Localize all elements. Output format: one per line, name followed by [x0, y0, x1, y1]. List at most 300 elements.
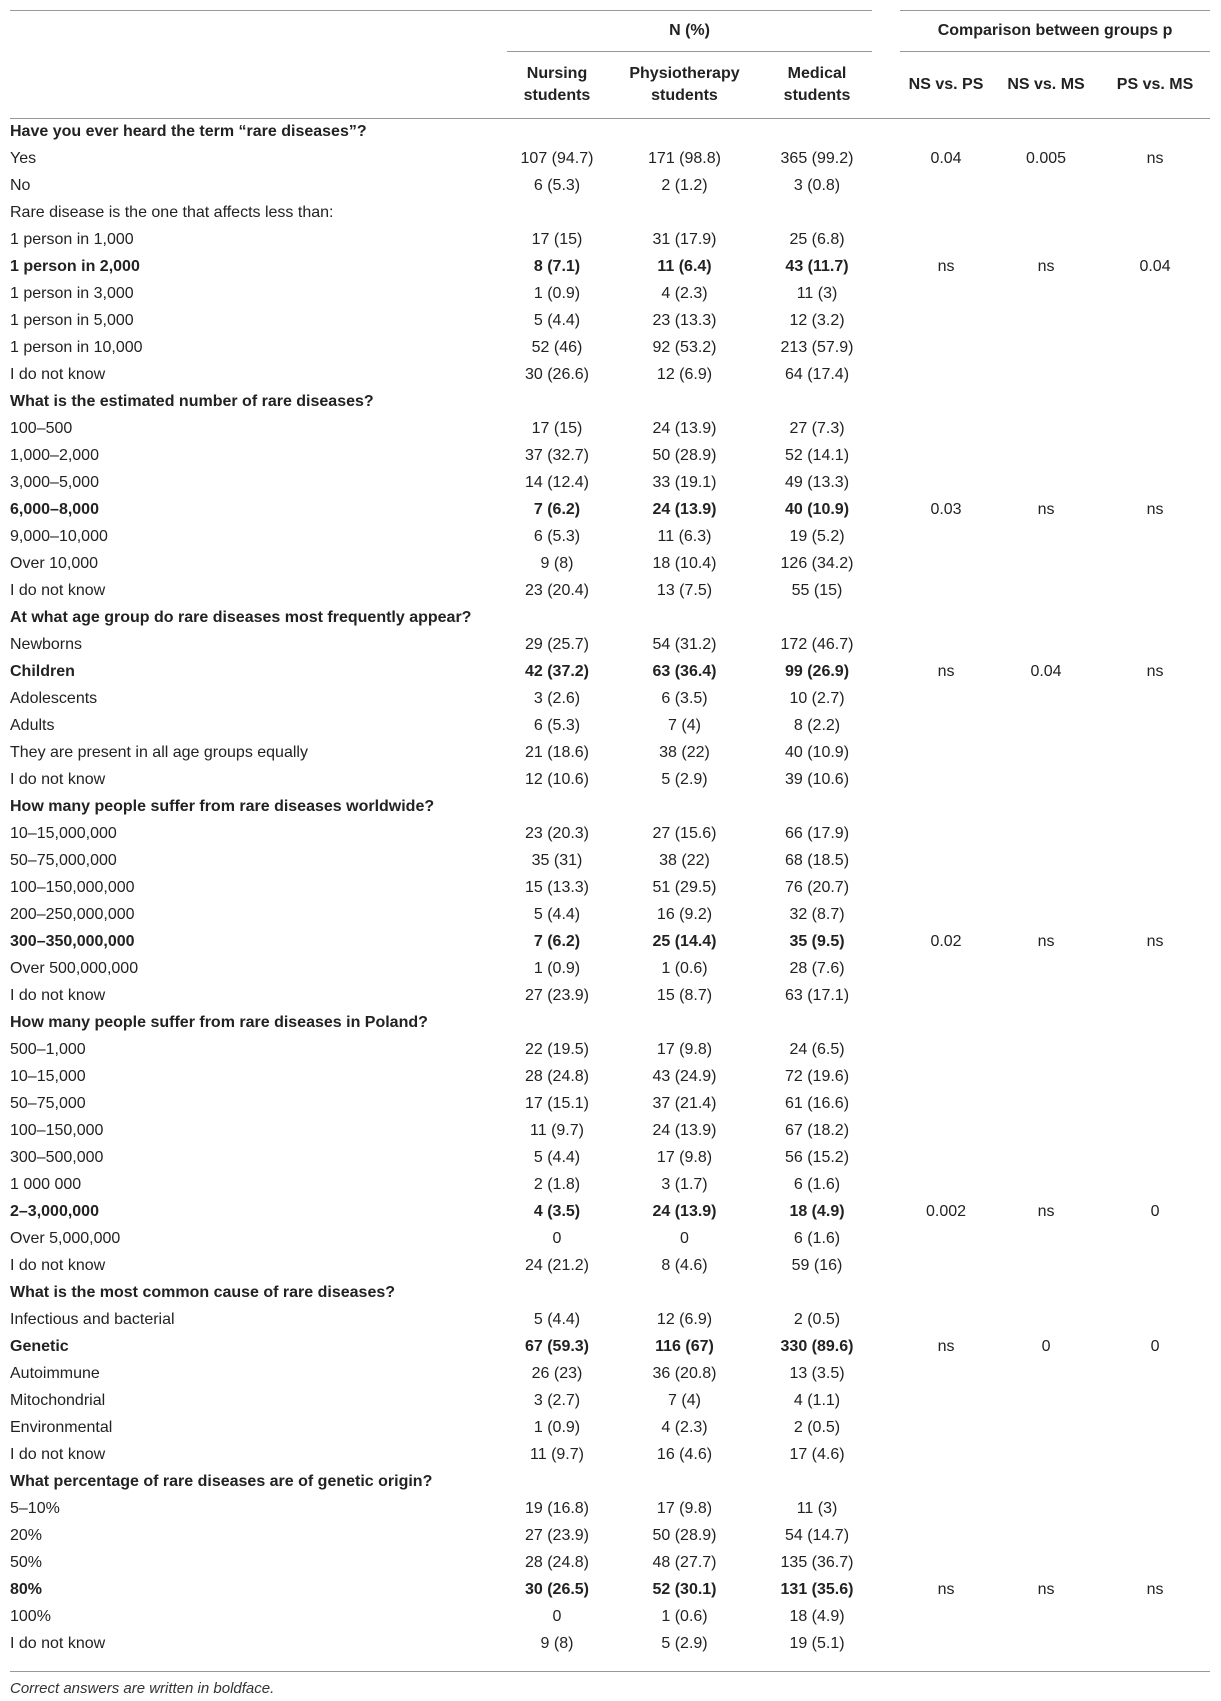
- ns-vs-ps-p: [900, 524, 992, 551]
- ns-vs-ps-p: [900, 848, 992, 875]
- question-label: What is the estimated number of rare diseases?: [10, 393, 374, 410]
- answer-label: 3,000–5,000: [10, 474, 99, 491]
- medical-value: 67 (18.2): [784, 1122, 850, 1139]
- medical-value: 61 (16.6): [784, 1095, 850, 1112]
- question-row: [10, 1010, 1210, 1037]
- physiotherapy-value: [607, 1010, 762, 1037]
- medical-value: 59 (16): [791, 1257, 843, 1274]
- nursing-value: 3 (2.7): [533, 1392, 581, 1409]
- ns-vs-ps-p: [900, 1064, 992, 1091]
- gap-cell: [872, 1550, 900, 1577]
- physiotherapy-value: 24 (13.9): [652, 501, 717, 518]
- question-row: [10, 389, 1210, 416]
- answer-label: Over 10,000: [10, 555, 99, 572]
- answer-label: Rare disease is the one that affects less than:: [10, 204, 334, 221]
- nursing-value: [507, 200, 607, 227]
- header-row-groups: [10, 11, 1210, 52]
- table-row: [10, 1361, 1210, 1388]
- column-header-nursing: Nursing students: [507, 52, 607, 119]
- question-row: [10, 119, 1210, 146]
- ps-vs-ms-p: [1100, 713, 1210, 740]
- ns-vs-ms-p: [992, 443, 1100, 470]
- ns-vs-ms-p: [992, 794, 1100, 821]
- physiotherapy-value: 5 (2.9): [661, 771, 708, 788]
- physiotherapy-value: [607, 1469, 762, 1496]
- gap-cell: [872, 227, 900, 254]
- ns-vs-ps-p: ns: [937, 1581, 955, 1598]
- ns-vs-ps-p: [900, 200, 992, 227]
- table-row: [10, 281, 1210, 308]
- medical-value: 72 (19.6): [784, 1068, 850, 1085]
- table-row: [10, 227, 1210, 254]
- gap-cell: [872, 1631, 900, 1658]
- ns-vs-ps-p: ns: [937, 258, 955, 275]
- answer-label: Yes: [10, 150, 37, 167]
- ps-vs-ms-p: [1100, 470, 1210, 497]
- ns-vs-ms-p: [992, 1091, 1100, 1118]
- gap-cell: [872, 1334, 900, 1361]
- physiotherapy-value: 33 (19.1): [652, 474, 717, 491]
- medical-value: 11 (3): [796, 1500, 838, 1517]
- medical-value: 56 (15.2): [784, 1149, 850, 1166]
- physiotherapy-value: 37 (21.4): [652, 1095, 717, 1112]
- nursing-value: [507, 1010, 607, 1037]
- gap-cell: [872, 470, 900, 497]
- ps-vs-ms-p: [1100, 1172, 1210, 1199]
- gap-cell: [872, 1037, 900, 1064]
- ns-vs-ps-p: [900, 632, 992, 659]
- ns-vs-ps-p: 0.002: [925, 1203, 967, 1220]
- ns-vs-ms-p: [992, 1388, 1100, 1415]
- gap-cell: [872, 686, 900, 713]
- ns-vs-ms-p: [992, 470, 1100, 497]
- ns-vs-ps-p: [900, 362, 992, 389]
- table-row: [10, 1172, 1210, 1199]
- ps-vs-ms-p: [1100, 1037, 1210, 1064]
- ps-vs-ms-p: [1100, 1145, 1210, 1172]
- nursing-value: [507, 389, 607, 416]
- ns-vs-ms-p: 0.04: [1030, 663, 1062, 680]
- table-row: [10, 146, 1210, 173]
- medical-value: 66 (17.9): [784, 825, 850, 842]
- answer-label: 10–15,000,000: [10, 825, 117, 842]
- ns-vs-ps-p: [900, 1442, 992, 1469]
- physiotherapy-value: 48 (27.7): [652, 1554, 717, 1571]
- table-row: [10, 497, 1210, 524]
- ns-vs-ps-p: [900, 1253, 992, 1280]
- ns-vs-ms-p: 0.005: [1025, 150, 1067, 167]
- ps-vs-ms-p: [1100, 443, 1210, 470]
- nursing-value: 21 (18.6): [524, 744, 590, 761]
- nursing-value: 42 (37.2): [524, 663, 590, 680]
- physiotherapy-value: 38 (22): [659, 744, 710, 761]
- ps-vs-ms-p: [1100, 173, 1210, 200]
- answer-label: 100–150,000: [10, 1122, 104, 1139]
- gap-cell: [872, 929, 900, 956]
- ns-vs-ps-p: [900, 281, 992, 308]
- ns-vs-ms-p: [992, 686, 1100, 713]
- header-row-columns: [10, 52, 1210, 119]
- answer-label: I do not know: [10, 1635, 106, 1652]
- physiotherapy-value: 1 (0.6): [661, 1608, 708, 1625]
- gap-cell: [872, 497, 900, 524]
- answer-label: 1 000 000: [10, 1176, 82, 1193]
- ns-vs-ps-p: [900, 470, 992, 497]
- medical-value: 76 (20.7): [784, 879, 850, 896]
- ns-vs-ps-p: [900, 956, 992, 983]
- physiotherapy-value: 15 (8.7): [656, 987, 713, 1004]
- medical-value: 64 (17.4): [784, 366, 850, 383]
- gap-cell: [872, 1118, 900, 1145]
- ns-vs-ps-p: [900, 1091, 992, 1118]
- nursing-value: 9 (8): [540, 555, 574, 572]
- ns-vs-ms-p: [992, 1415, 1100, 1442]
- medical-value: 131 (35.6): [780, 1581, 854, 1598]
- ps-vs-ms-p: 0: [1150, 1338, 1160, 1355]
- ns-vs-ms-p: [992, 1442, 1100, 1469]
- gap-cell: [872, 335, 900, 362]
- physiotherapy-value: [607, 200, 762, 227]
- gap-cell: [872, 1442, 900, 1469]
- ns-vs-ps-p: [900, 1037, 992, 1064]
- medical-value: 13 (3.5): [789, 1365, 845, 1382]
- physiotherapy-value: 1 (0.6): [661, 960, 708, 977]
- physiotherapy-value: 51 (29.5): [652, 879, 717, 896]
- ns-vs-ms-p: [992, 1469, 1100, 1496]
- ps-vs-ms-p: [1100, 1091, 1210, 1118]
- physiotherapy-value: 6 (3.5): [661, 690, 708, 707]
- nursing-value: 30 (26.5): [524, 1581, 590, 1598]
- physiotherapy-value: 18 (10.4): [652, 555, 717, 572]
- physiotherapy-value: 2 (1.2): [661, 177, 708, 194]
- ns-vs-ms-p: [992, 1118, 1100, 1145]
- ps-vs-ms-p: [1100, 794, 1210, 821]
- ns-vs-ms-p: [992, 848, 1100, 875]
- gap-cell: [872, 1280, 900, 1307]
- ps-vs-ms-p: [1100, 1604, 1210, 1631]
- medical-value: 49 (13.3): [784, 474, 850, 491]
- medical-value: [762, 794, 872, 821]
- nursing-value: 17 (15.1): [524, 1095, 590, 1112]
- answer-label: 1 person in 1,000: [10, 231, 134, 248]
- ns-vs-ps-p: [900, 1469, 992, 1496]
- physiotherapy-value: 13 (7.5): [656, 582, 713, 599]
- table-row: [10, 1334, 1210, 1361]
- gap-cell: [872, 254, 900, 281]
- answer-label: I do not know: [10, 1257, 106, 1274]
- answer-label: Infectious and bacterial: [10, 1311, 175, 1328]
- gap-cell: [872, 416, 900, 443]
- medical-value: [762, 119, 872, 146]
- ns-vs-ps-p: [900, 1523, 992, 1550]
- table-row: [10, 713, 1210, 740]
- answer-label: 100–150,000,000: [10, 879, 135, 896]
- gap-cell: [872, 848, 900, 875]
- gap-cell: [872, 956, 900, 983]
- table-row: [10, 1550, 1210, 1577]
- medical-value: 18 (4.9): [789, 1608, 845, 1625]
- medical-value: 4 (1.1): [793, 1392, 841, 1409]
- answer-label: Newborns: [10, 636, 83, 653]
- answer-label: 5–10%: [10, 1500, 60, 1517]
- medical-value: 40 (10.9): [784, 501, 850, 518]
- answer-label: 6,000–8,000: [10, 501, 99, 518]
- ns-vs-ms-p: ns: [1037, 1203, 1055, 1220]
- ns-vs-ms-p: [992, 740, 1100, 767]
- ns-vs-ps-p: 0.04: [930, 150, 962, 167]
- ns-vs-ps-p: [900, 767, 992, 794]
- nursing-value: 8 (7.1): [533, 258, 581, 275]
- ps-vs-ms-p: [1100, 1226, 1210, 1253]
- table-row: [10, 1388, 1210, 1415]
- gap-cell: [872, 659, 900, 686]
- ns-vs-ps-p: [900, 551, 992, 578]
- ps-vs-ms-p: [1100, 1523, 1210, 1550]
- question-row: [10, 1469, 1210, 1496]
- answer-label: 100–500: [10, 420, 73, 437]
- answer-label: Adults: [10, 717, 55, 734]
- gap-cell: [872, 1415, 900, 1442]
- physiotherapy-value: 4 (2.3): [661, 285, 708, 302]
- medical-value: 6 (1.6): [793, 1230, 841, 1247]
- ps-vs-ms-p: [1100, 416, 1210, 443]
- physiotherapy-value: 38 (22): [659, 852, 710, 869]
- nursing-value: 6 (5.3): [533, 717, 581, 734]
- ns-vs-ms-p: [992, 335, 1100, 362]
- table-row: [10, 983, 1210, 1010]
- ps-vs-ms-p: [1100, 875, 1210, 902]
- ns-vs-ps-p: [900, 1604, 992, 1631]
- ns-vs-ms-p: [992, 524, 1100, 551]
- gap-cell: [872, 362, 900, 389]
- n-percent-group-header: N (%): [507, 11, 872, 52]
- gap-cell: [872, 119, 900, 146]
- ps-vs-ms-p: 0: [1150, 1203, 1160, 1220]
- nursing-value: 6 (5.3): [533, 177, 581, 194]
- physiotherapy-value: 31 (17.9): [652, 231, 717, 248]
- answer-label: 200–250,000,000: [10, 906, 135, 923]
- answer-label: Autoimmune: [10, 1365, 100, 1382]
- medical-value: 52 (14.1): [784, 447, 850, 464]
- question-label: How many people suffer from rare diseases in Poland?: [10, 1014, 428, 1031]
- table-body: [10, 119, 1210, 1658]
- physiotherapy-value: [607, 389, 762, 416]
- gap-cell: [872, 1307, 900, 1334]
- ns-vs-ms-p: [992, 1496, 1100, 1523]
- answer-label: 300–350,000,000: [10, 933, 135, 950]
- table-row: [10, 254, 1210, 281]
- physiotherapy-value: 5 (2.9): [661, 1635, 708, 1652]
- table-row: [10, 1064, 1210, 1091]
- medical-value: 365 (99.2): [780, 150, 854, 167]
- ns-vs-ps-p: [900, 1145, 992, 1172]
- ns-vs-ms-p: [992, 1361, 1100, 1388]
- table-row: [10, 470, 1210, 497]
- physiotherapy-value: 3 (1.7): [661, 1176, 708, 1193]
- column-header-medical: Medical students: [762, 52, 872, 119]
- medical-value: [762, 389, 872, 416]
- medical-value: [762, 200, 872, 227]
- answer-label: 50–75,000: [10, 1095, 86, 1112]
- ns-vs-ms-p: ns: [1037, 501, 1055, 518]
- ps-vs-ms-p: [1100, 1118, 1210, 1145]
- table-row: [10, 632, 1210, 659]
- table-row: [10, 416, 1210, 443]
- question-row: [10, 794, 1210, 821]
- physiotherapy-value: 116 (67): [655, 1338, 714, 1355]
- medical-value: 43 (11.7): [785, 258, 849, 275]
- table-row: [10, 1091, 1210, 1118]
- nursing-value: 26 (23): [531, 1365, 583, 1382]
- nursing-value: [507, 119, 607, 146]
- table-row: [10, 1415, 1210, 1442]
- nursing-value: 5 (4.4): [533, 906, 581, 923]
- table-row: [10, 1253, 1210, 1280]
- ns-vs-ps-p: [900, 686, 992, 713]
- nursing-value: 17 (15): [531, 420, 583, 437]
- ns-vs-ps-p: [900, 416, 992, 443]
- physiotherapy-value: 27 (15.6): [652, 825, 717, 842]
- answer-label: 500–1,000: [10, 1041, 86, 1058]
- nursing-value: 37 (32.7): [524, 447, 590, 464]
- results-table: [10, 10, 1210, 1658]
- ps-vs-ms-p: [1100, 1469, 1210, 1496]
- medical-value: 18 (4.9): [789, 1203, 845, 1220]
- medical-value: [762, 1469, 872, 1496]
- medical-value: 10 (2.7): [789, 690, 845, 707]
- medical-value: 32 (8.7): [789, 906, 845, 923]
- ns-vs-ms-p: [992, 1037, 1100, 1064]
- footnote-divider: [10, 1671, 1210, 1672]
- table-row: [10, 1604, 1210, 1631]
- medical-value: 8 (2.2): [793, 717, 841, 734]
- table-row: [10, 1631, 1210, 1658]
- ns-vs-ms-p: [992, 1226, 1100, 1253]
- ps-vs-ms-p: [1100, 335, 1210, 362]
- answer-label: I do not know: [10, 582, 106, 599]
- header-empty-cell: [10, 11, 507, 52]
- medical-value: 19 (5.2): [789, 528, 845, 545]
- ns-vs-ms-p: [992, 1280, 1100, 1307]
- ps-vs-ms-p: [1100, 1415, 1210, 1442]
- physiotherapy-value: 50 (28.9): [652, 447, 717, 464]
- table-row: [10, 308, 1210, 335]
- ns-vs-ps-p: [900, 227, 992, 254]
- medical-value: [762, 1010, 872, 1037]
- nursing-value: 2 (1.8): [533, 1176, 581, 1193]
- nursing-value: 17 (15): [531, 231, 583, 248]
- ps-vs-ms-p: [1100, 1388, 1210, 1415]
- ns-vs-ps-p: [900, 1280, 992, 1307]
- ps-vs-ms-p: [1100, 200, 1210, 227]
- ns-vs-ps-p: ns: [937, 663, 955, 680]
- answer-label: Children: [10, 663, 75, 680]
- ps-vs-ms-p: [1100, 362, 1210, 389]
- ns-vs-ms-p: [992, 1523, 1100, 1550]
- nursing-value: 30 (26.6): [524, 366, 590, 383]
- medical-value: 24 (6.5): [789, 1041, 845, 1058]
- ns-vs-ps-p: 0.02: [930, 933, 962, 950]
- gap-cell: [872, 902, 900, 929]
- gap-cell: [872, 551, 900, 578]
- table-row: [10, 173, 1210, 200]
- answer-label: Environmental: [10, 1419, 113, 1436]
- medical-value: 19 (5.1): [789, 1635, 845, 1652]
- gap-cell: [872, 1604, 900, 1631]
- ns-vs-ms-p: [992, 632, 1100, 659]
- ns-vs-ms-p: [992, 416, 1100, 443]
- nursing-value: 5 (4.4): [533, 1149, 581, 1166]
- nursing-value: 7 (6.2): [533, 501, 581, 518]
- nursing-value: 23 (20.3): [524, 825, 590, 842]
- table-row: [10, 335, 1210, 362]
- ns-vs-ms-p: [992, 1253, 1100, 1280]
- nursing-value: 14 (12.4): [524, 474, 590, 491]
- nursing-value: 28 (24.8): [524, 1068, 590, 1085]
- gap-cell: [872, 821, 900, 848]
- question-row: [10, 1280, 1210, 1307]
- ns-vs-ps-p: [900, 821, 992, 848]
- medical-value: 12 (3.2): [789, 312, 845, 329]
- ns-vs-ms-p: [992, 1631, 1100, 1658]
- nursing-value: [507, 1469, 607, 1496]
- question-label: What percentage of rare diseases are of genetic origin?: [10, 1473, 433, 1490]
- header-gap-cell: [872, 52, 900, 119]
- ps-vs-ms-p: [1100, 1253, 1210, 1280]
- ns-vs-ms-p: [992, 119, 1100, 146]
- medical-value: 11 (3): [796, 285, 838, 302]
- ns-vs-ms-p: [992, 767, 1100, 794]
- medical-value: 213 (57.9): [780, 339, 854, 356]
- nursing-value: 0: [552, 1230, 562, 1247]
- ps-vs-ms-p: ns: [1146, 933, 1164, 950]
- ns-vs-ms-p: [992, 200, 1100, 227]
- ns-vs-ps-p: [900, 1172, 992, 1199]
- nursing-value: 27 (23.9): [524, 987, 590, 1004]
- gap-cell: [872, 1496, 900, 1523]
- ns-vs-ms-p: [992, 308, 1100, 335]
- table-row: [10, 1037, 1210, 1064]
- medical-value: 99 (26.9): [784, 663, 850, 680]
- question-label: How many people suffer from rare diseases worldwide?: [10, 798, 435, 815]
- nursing-value: [507, 605, 607, 632]
- nursing-value: 22 (19.5): [524, 1041, 590, 1058]
- gap-cell: [872, 389, 900, 416]
- medical-value: 6 (1.6): [793, 1176, 841, 1193]
- physiotherapy-value: 17 (9.8): [656, 1041, 713, 1058]
- gap-cell: [872, 875, 900, 902]
- medical-value: 55 (15): [791, 582, 843, 599]
- physiotherapy-value: 11 (6.3): [657, 528, 712, 545]
- ns-vs-ms-p: 0: [1041, 1338, 1051, 1355]
- gap-cell: [872, 200, 900, 227]
- table-row: [10, 1145, 1210, 1172]
- gap-cell: [872, 794, 900, 821]
- physiotherapy-value: 7 (4): [668, 1392, 701, 1409]
- nursing-value: [507, 794, 607, 821]
- column-header-ns-vs-ps: NS vs. PS: [900, 52, 992, 119]
- ps-vs-ms-p: [1100, 1361, 1210, 1388]
- physiotherapy-value: 16 (4.6): [656, 1446, 713, 1463]
- answer-label: I do not know: [10, 771, 106, 788]
- ns-vs-ps-p: [900, 1415, 992, 1442]
- nursing-value: 11 (9.7): [530, 1446, 584, 1463]
- ns-vs-ps-p: [900, 740, 992, 767]
- column-header-ns-vs-ms: NS vs. MS: [992, 52, 1100, 119]
- physiotherapy-value: 63 (36.4): [652, 663, 717, 680]
- gap-cell: [872, 173, 900, 200]
- ps-vs-ms-p: [1100, 821, 1210, 848]
